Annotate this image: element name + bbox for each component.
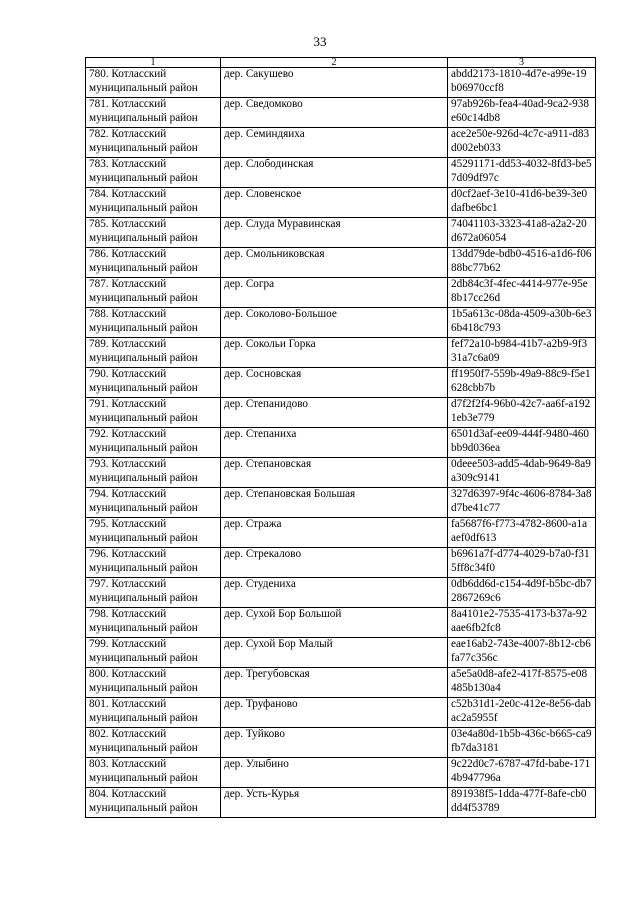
- column-header-3: 3: [448, 58, 596, 68]
- guid-cell: c52b31d1-2e0c-412e-8e56-dabac2a5955f: [448, 698, 596, 728]
- guid-cell: 03e4a80d-1b5b-436c-b665-ca9fb7da3181: [448, 728, 596, 758]
- municipality-cell: 787. Котласский муниципальный район: [86, 278, 221, 308]
- settlement-cell: дер. Стрекалово: [221, 548, 448, 578]
- guid-cell: d7f2f2f4-96b0-42c7-aa6f-a1921eb3e779: [448, 398, 596, 428]
- table-row: [86, 758, 596, 788]
- guid-cell: 97ab926b-fea4-40ad-9ca2-938e60c14db8: [448, 98, 596, 128]
- table-row: [86, 158, 596, 188]
- table-row: [86, 488, 596, 518]
- guid-cell: ace2e50e-926d-4c7c-a911-d83d002eb033: [448, 128, 596, 158]
- guid-cell: 45291171-dd53-4032-8fd3-be57d09df97c: [448, 158, 596, 188]
- municipality-cell: 802. Котласский муниципальный район: [86, 728, 221, 758]
- municipality-cell: 801. Котласский муниципальный район: [86, 698, 221, 728]
- table-row: [86, 458, 596, 488]
- guid-cell: 6501d3af-ee09-444f-9480-460bb9d036ea: [448, 428, 596, 458]
- settlement-cell: дер. Труфаново: [221, 698, 448, 728]
- table-row: [86, 428, 596, 458]
- guid-cell: 327d6397-9f4c-4606-8784-3a8d7be41c77: [448, 488, 596, 518]
- settlement-cell: дер. Сведомково: [221, 98, 448, 128]
- municipality-cell: 783. Котласский муниципальный район: [86, 158, 221, 188]
- municipality-cell: 800. Котласский муниципальный район: [86, 668, 221, 698]
- municipality-cell: 795. Котласский муниципальный район: [86, 518, 221, 548]
- settlement-registry-table: [85, 57, 596, 818]
- municipality-cell: 798. Котласский муниципальный район: [86, 608, 221, 638]
- settlement-cell: дер. Соколово-Большое: [221, 308, 448, 338]
- guid-cell: 2db84c3f-4fec-4414-977e-95e8b17cc26d: [448, 278, 596, 308]
- table-row: [86, 578, 596, 608]
- guid-cell: 13dd79de-bdb0-4516-a1d6-f0688bc77b62: [448, 248, 596, 278]
- settlement-cell: дер. Сухой Бор Большой: [221, 608, 448, 638]
- table-header-row: [86, 58, 596, 68]
- settlement-cell: дер. Сакушево: [221, 68, 448, 98]
- settlement-cell: дер. Степанидово: [221, 398, 448, 428]
- table-row: [86, 218, 596, 248]
- guid-cell: b6961a7f-d774-4029-b7a0-f315ff8c34f0: [448, 548, 596, 578]
- table-row: [86, 668, 596, 698]
- municipality-cell: 781. Котласский муниципальный район: [86, 98, 221, 128]
- settlement-cell: дер. Словенское: [221, 188, 448, 218]
- table-row: [86, 548, 596, 578]
- settlement-cell: дер. Усть-Курья: [221, 788, 448, 818]
- settlement-cell: дер. Согра: [221, 278, 448, 308]
- settlement-cell: дер. Степаниха: [221, 428, 448, 458]
- table-row: [86, 68, 596, 98]
- table-row: [86, 518, 596, 548]
- municipality-cell: 782. Котласский муниципальный район: [86, 128, 221, 158]
- table-row: [86, 398, 596, 428]
- guid-cell: 9c22d0c7-6787-47fd-babe-1714b947796a: [448, 758, 596, 788]
- guid-cell: ff1950f7-559b-49a9-88c9-f5e1628cbb7b: [448, 368, 596, 398]
- municipality-cell: 797. Котласский муниципальный район: [86, 578, 221, 608]
- municipality-cell: 796. Котласский муниципальный район: [86, 548, 221, 578]
- settlement-cell: дер. Улыбино: [221, 758, 448, 788]
- table-row: [86, 698, 596, 728]
- municipality-cell: 786. Котласский муниципальный район: [86, 248, 221, 278]
- guid-cell: abdd2173-1810-4d7e-a99e-19b06970ccf8: [448, 68, 596, 98]
- municipality-cell: 788. Котласский муниципальный район: [86, 308, 221, 338]
- settlement-cell: дер. Сосновская: [221, 368, 448, 398]
- settlement-cell: дер. Сухой Бор Малый: [221, 638, 448, 668]
- settlement-cell: дер. Туйково: [221, 728, 448, 758]
- guid-cell: 891938f5-1dda-477f-8afe-cb0dd4f53789: [448, 788, 596, 818]
- municipality-cell: 780. Котласский муниципальный район: [86, 68, 221, 98]
- table-row: [86, 308, 596, 338]
- municipality-cell: 789. Котласский муниципальный район: [86, 338, 221, 368]
- table-row: [86, 638, 596, 668]
- guid-cell: eae16ab2-743e-4007-8b12-cb6fa77c356c: [448, 638, 596, 668]
- guid-cell: fa5687f6-f773-4782-8600-a1aaef0df613: [448, 518, 596, 548]
- table-row: [86, 128, 596, 158]
- column-header-1: 1: [86, 58, 221, 68]
- table-row: [86, 368, 596, 398]
- municipality-cell: 804. Котласский муниципальный район: [86, 788, 221, 818]
- page-number: 33: [313, 34, 327, 49]
- municipality-cell: 791. Котласский муниципальный район: [86, 398, 221, 428]
- table-row: [86, 728, 596, 758]
- municipality-cell: 785. Котласский муниципальный район: [86, 218, 221, 248]
- table-row: [86, 248, 596, 278]
- settlement-cell: дер. Смольниковская: [221, 248, 448, 278]
- municipality-cell: 794. Котласский муниципальный район: [86, 488, 221, 518]
- table-row: [86, 98, 596, 128]
- settlement-cell: дер. Трегубовская: [221, 668, 448, 698]
- guid-cell: a5e5a0d8-afe2-417f-8575-e08485b130a4: [448, 668, 596, 698]
- settlement-cell: дер. Стража: [221, 518, 448, 548]
- guid-cell: d0cf2aef-3e10-41d6-be39-3e0dafbe6bc1: [448, 188, 596, 218]
- guid-cell: fef72a10-b984-41b7-a2b9-9f331a7c6a09: [448, 338, 596, 368]
- municipality-cell: 790. Котласский муниципальный район: [86, 368, 221, 398]
- guid-cell: 0deee503-add5-4dab-9649-8a9a309c9141: [448, 458, 596, 488]
- settlement-cell: дер. Семиндяиха: [221, 128, 448, 158]
- municipality-cell: 793. Котласский муниципальный район: [86, 458, 221, 488]
- settlement-cell: дер. Студениха: [221, 578, 448, 608]
- settlement-cell: дер. Степановская: [221, 458, 448, 488]
- settlement-cell: дер. Слуда Муравинская: [221, 218, 448, 248]
- table-row: [86, 338, 596, 368]
- guid-cell: 1b5a613c-08da-4509-a30b-6e36b418c793: [448, 308, 596, 338]
- municipality-cell: 784. Котласский муниципальный район: [86, 188, 221, 218]
- municipality-cell: 803. Котласский муниципальный район: [86, 758, 221, 788]
- settlement-cell: дер. Сокольи Горка: [221, 338, 448, 368]
- table-row: [86, 278, 596, 308]
- table-row: [86, 188, 596, 218]
- municipality-cell: 799. Котласский муниципальный район: [86, 638, 221, 668]
- column-header-2: 2: [221, 58, 448, 68]
- table-row: [86, 608, 596, 638]
- table-row: [86, 788, 596, 818]
- municipality-cell: 792. Котласский муниципальный район: [86, 428, 221, 458]
- guid-cell: 0db6dd6d-c154-4d9f-b5bc-db72867269c6: [448, 578, 596, 608]
- settlement-cell: дер. Степановская Большая: [221, 488, 448, 518]
- guid-cell: 8a4101e2-7535-4173-b37a-92aae6fb2fc8: [448, 608, 596, 638]
- settlement-cell: дер. Слободинская: [221, 158, 448, 188]
- guid-cell: 74041103-3323-41a8-a2a2-20d672a06054: [448, 218, 596, 248]
